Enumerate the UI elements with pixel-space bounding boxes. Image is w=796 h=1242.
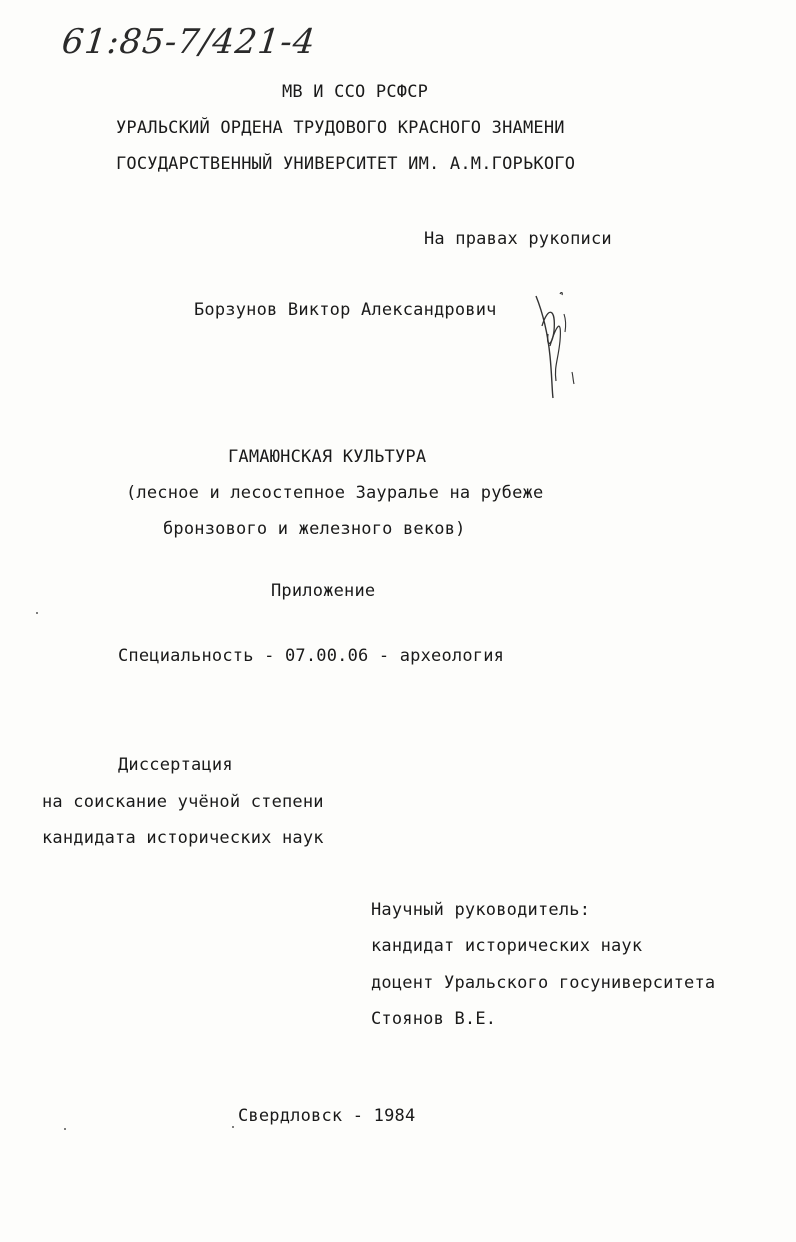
ministry-line: МВ И ССО РСФСР: [282, 82, 429, 102]
dissertation-title: ГАМАЮНСКАЯ КУЛЬТУРА: [228, 447, 427, 467]
subtitle-line-2: бронзового и железного веков): [163, 519, 466, 539]
subtitle-line-1: (лесное и лесостепное Зауралье на рубеже: [126, 483, 544, 503]
author-signature: [530, 286, 590, 406]
supervisor-line-1: Научный руководитель:: [371, 900, 591, 920]
supervisor-line-4: Стоянов В.Е.: [371, 1009, 497, 1029]
manuscript-rights: На правах рукописи: [424, 229, 612, 249]
supervisor-line-2: кандидат исторических наук: [371, 936, 643, 956]
university-line-1: УРАЛЬСКИЙ ОРДЕНА ТРУДОВОГО КРАСНОГО ЗНАМЕНИ: [116, 118, 565, 138]
dissertation-line-3: кандидата исторических наук: [42, 828, 324, 848]
place-and-year: Свердловск - 1984: [238, 1106, 416, 1126]
university-line-2: ГОСУДАРСТВЕННЫЙ УНИВЕРСИТЕТ ИМ. А.М.ГОРЬКОГО: [116, 154, 576, 174]
scan-speck: [36, 612, 38, 614]
supervisor-line-3: доцент Уральского госуниверситета: [371, 973, 716, 993]
scan-speck: [64, 1128, 66, 1130]
author-name: Борзунов Виктор Александрович: [194, 300, 497, 320]
specialty-line: Специальность - 07.00.06 - археология: [118, 646, 505, 666]
dissertation-line-2: на соискание учёной степени: [42, 792, 324, 812]
archive-code-handwritten: 61:85-7/421-4: [59, 22, 318, 62]
appendix-label: Приложение: [271, 581, 376, 601]
dissertation-line-1: Диссертация: [118, 755, 233, 775]
scan-speck: [232, 1126, 234, 1128]
